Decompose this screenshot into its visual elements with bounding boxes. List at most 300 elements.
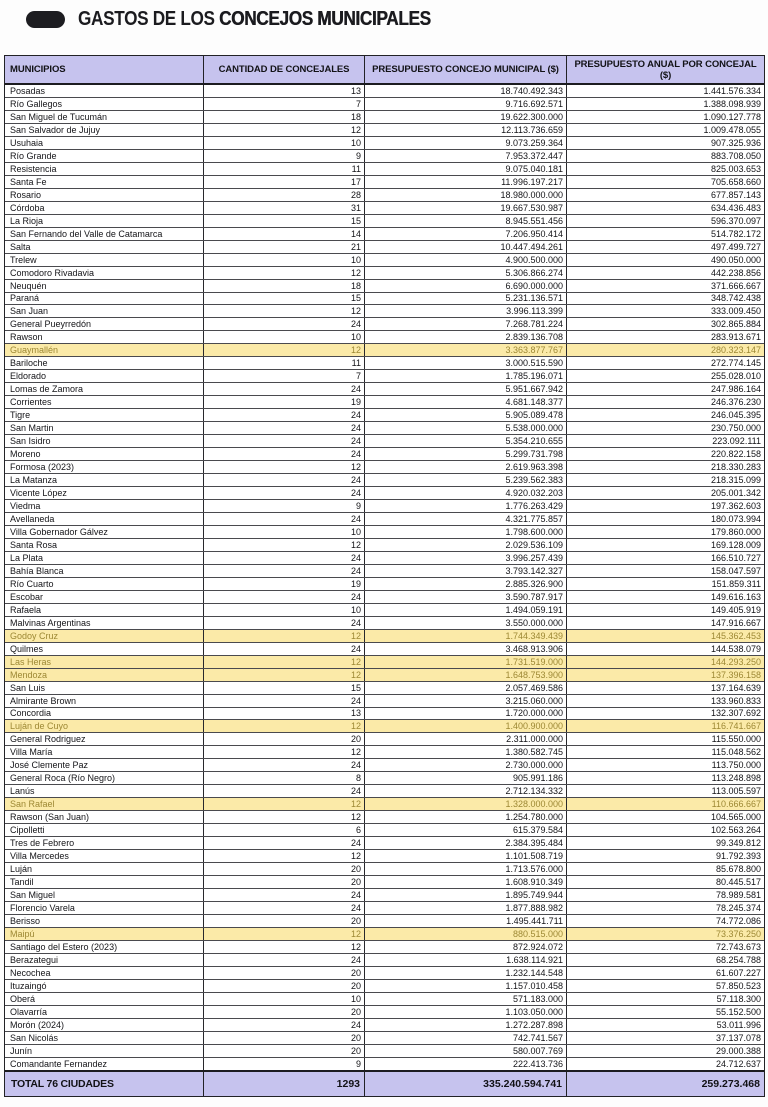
cell-municipio: Comodoro Rivadavia — [5, 267, 204, 279]
cell-concejales: 10 — [204, 604, 365, 616]
cell-anual-por-concejal: 144.293.250 — [710, 656, 761, 667]
title-pill-icon — [26, 11, 65, 28]
cell-presupuesto: 1.648.753.900 — [365, 669, 567, 681]
table-row — [5, 500, 764, 513]
cell-anual-por-concejal: 115.550.000 — [711, 734, 761, 745]
cell-municipio: Rawson (San Juan) — [5, 811, 204, 823]
cell-concejales: 12 — [204, 798, 365, 810]
table-row — [5, 202, 764, 215]
table-row — [5, 785, 764, 798]
cell-concejales: 24 — [204, 513, 365, 525]
cell-presupuesto: 2.057.469.586 — [365, 682, 567, 694]
cell-presupuesto: 18.740.492.343 — [365, 85, 567, 97]
cell-presupuesto: 19.667.530.987 — [365, 202, 567, 214]
cell-concejales: 20 — [204, 915, 365, 927]
cell-concejales: 17 — [204, 176, 365, 188]
cell-presupuesto: 4.900.500.000 — [365, 254, 567, 266]
table-row — [5, 293, 764, 306]
cell-presupuesto: 1.103.050.000 — [365, 1006, 567, 1018]
cell-anual-por-concejal: 180.073.994 — [710, 513, 761, 524]
table-header-row — [5, 56, 764, 85]
table-row — [5, 733, 764, 746]
table-row — [5, 526, 764, 539]
cell-presupuesto: 3.590.787.917 — [365, 591, 567, 603]
table-row — [5, 241, 764, 254]
cell-concejales: 6 — [204, 824, 365, 836]
cell-municipio: Godoy Cruz — [5, 630, 204, 642]
table-row — [5, 604, 764, 617]
cell-concejales: 9 — [204, 150, 365, 162]
cell-presupuesto: 3.550.000.000 — [365, 617, 567, 629]
cell-presupuesto: 9.716.692.571 — [365, 98, 567, 110]
cell-municipio: Olavarría — [5, 1006, 204, 1018]
cell-municipio: Posadas — [5, 85, 204, 97]
cell-municipio: Luján de Cuyo — [5, 720, 204, 732]
cell-presupuesto: 2.029.536.109 — [365, 539, 567, 551]
cell-concejales: 12 — [204, 461, 365, 473]
cell-presupuesto: 1.494.059.191 — [365, 604, 567, 616]
cell-municipio: San Miguel — [5, 889, 204, 901]
table-row — [5, 552, 764, 565]
cell-municipio: Malvinas Argentinas — [5, 617, 204, 629]
table-row — [5, 759, 764, 772]
table-row — [5, 111, 764, 124]
cell-anual-por-concejal: 1.388.098.939 — [703, 98, 761, 109]
cell-municipio: San Juan — [5, 305, 204, 317]
cell-concejales: 10 — [204, 526, 365, 538]
table-row — [5, 954, 764, 967]
cell-presupuesto: 1.720.000.000 — [365, 708, 567, 720]
table-row — [5, 215, 764, 228]
cell-anual-por-concejal: 147.916.667 — [710, 617, 761, 628]
cell-municipio: San Rafael — [5, 798, 204, 810]
table-row — [5, 578, 764, 591]
cell-municipio: Santa Rosa — [5, 539, 204, 551]
table-row — [5, 539, 764, 552]
cell-concejales: 24 — [204, 837, 365, 849]
cell-concejales: 21 — [204, 241, 365, 253]
cell-anual-por-concejal: 883.708.050 — [710, 150, 761, 161]
cell-presupuesto: 5.905.089.478 — [365, 409, 567, 421]
cell-municipio: Vicente López — [5, 487, 204, 499]
cell-concejales: 20 — [204, 980, 365, 992]
cell-anual-por-concejal: 137.396.158 — [710, 669, 761, 680]
cell-municipio: Villa Gobernador Gálvez — [5, 526, 204, 538]
table-row — [5, 1058, 764, 1070]
table-row — [5, 1032, 764, 1045]
cell-concejales: 24 — [204, 617, 365, 629]
cell-municipio: Tres de Febrero — [5, 837, 204, 849]
cell-presupuesto: 1.713.576.000 — [365, 863, 567, 875]
table-row — [5, 435, 764, 448]
cell-concejales: 10 — [204, 137, 365, 149]
cell-municipio: Río Cuarto — [5, 578, 204, 590]
cell-presupuesto: 8.945.551.456 — [365, 215, 567, 227]
total-por-concejal: 259.273.468 — [701, 1078, 760, 1090]
cell-concejales: 24 — [204, 591, 365, 603]
cell-anual-por-concejal: 246.045.395 — [710, 410, 761, 421]
cell-concejales: 13 — [204, 85, 365, 97]
cell-municipio: Viedma — [5, 500, 204, 512]
cell-presupuesto: 1.776.263.429 — [365, 500, 567, 512]
cell-municipio: Formosa (2023) — [5, 461, 204, 473]
cell-anual-por-concejal: 166.510.727 — [710, 552, 761, 563]
cell-concejales: 12 — [204, 539, 365, 551]
cell-municipio: Comandante Fernandez — [5, 1058, 204, 1070]
cell-anual-por-concejal: 283.913.671 — [710, 332, 761, 343]
table-row — [5, 980, 764, 993]
table-row — [5, 772, 764, 785]
cell-anual-por-concejal: 220.822.158 — [710, 449, 761, 460]
cell-municipio: La Rioja — [5, 215, 204, 227]
cell-presupuesto: 2.885.326.900 — [365, 578, 567, 590]
cell-municipio: Resistencia — [5, 163, 204, 175]
table-row — [5, 448, 764, 461]
table-row — [5, 837, 764, 850]
cell-municipio: Mendoza — [5, 669, 204, 681]
cell-presupuesto: 2.839.136.708 — [365, 331, 567, 343]
cell-anual-por-concejal: 74.772.086 — [715, 915, 761, 926]
cell-concejales: 12 — [204, 305, 365, 317]
cell-municipio: Bariloche — [5, 357, 204, 369]
header-cell-municipios: MUNICIPIOS — [5, 56, 204, 83]
page-title-bold: CONCEJOS MUNICIPALES — [218, 7, 431, 30]
cell-municipio: Las Heras — [5, 656, 204, 668]
cell-anual-por-concejal: 110.666.667 — [711, 799, 761, 810]
cell-municipio: San Luis — [5, 682, 204, 694]
cell-concejales: 10 — [204, 254, 365, 266]
cell-presupuesto: 5.538.000.000 — [365, 422, 567, 434]
cell-anual-por-concejal: 91.792.393 — [715, 851, 761, 862]
cell-municipio: San Isidro — [5, 435, 204, 447]
table-row — [5, 267, 764, 280]
table-row — [5, 396, 764, 409]
cell-municipio: La Matanza — [5, 474, 204, 486]
cell-anual-por-concejal: 102.563.264 — [710, 825, 761, 836]
cell-municipio: Cipolletti — [5, 824, 204, 836]
cell-municipio: Avellaneda — [5, 513, 204, 525]
cell-municipio: Morón (2024) — [5, 1019, 204, 1031]
table-row — [5, 189, 764, 202]
cell-municipio: Eldorado — [5, 370, 204, 382]
cell-concejales: 12 — [204, 656, 365, 668]
cell-presupuesto: 4.920.032.203 — [365, 487, 567, 499]
cell-presupuesto: 1.744.349.439 — [365, 630, 567, 642]
table-row — [5, 474, 764, 487]
cell-presupuesto: 3.996.113.399 — [365, 305, 567, 317]
cell-presupuesto: 9.075.040.181 — [365, 163, 567, 175]
cell-presupuesto: 1.608.910.349 — [365, 876, 567, 888]
cell-anual-por-concejal: 1.009.478.055 — [703, 124, 761, 135]
table-row — [5, 137, 764, 150]
cell-concejales: 13 — [204, 708, 365, 720]
table-row — [5, 1006, 764, 1019]
cell-municipio: Ituzaingó — [5, 980, 204, 992]
cell-municipio: Guaymallén — [5, 344, 204, 356]
cell-municipio: La Plata — [5, 552, 204, 564]
cell-anual-por-concejal: 53.011.996 — [716, 1019, 761, 1030]
table-row — [5, 928, 764, 941]
table-row — [5, 461, 764, 474]
cell-anual-por-concejal: 116.741.667 — [711, 721, 761, 732]
cell-anual-por-concejal: 78.245.374 — [715, 903, 761, 914]
table-row — [5, 280, 764, 293]
cell-municipio: Rafaela — [5, 604, 204, 616]
table-row — [5, 150, 764, 163]
cell-presupuesto: 1.254.780.000 — [365, 811, 567, 823]
cell-anual-por-concejal: 99.349.812 — [715, 838, 761, 849]
cell-presupuesto: 2.730.000.000 — [365, 759, 567, 771]
cell-concejales: 31 — [204, 202, 365, 214]
cell-concejales: 18 — [204, 111, 365, 123]
cell-presupuesto: 2.712.134.332 — [365, 785, 567, 797]
cell-anual-por-concejal: 634.436.483 — [710, 202, 761, 213]
cell-presupuesto: 571.183.000 — [365, 993, 567, 1005]
table-row — [5, 682, 764, 695]
cell-presupuesto: 2.619.963.398 — [365, 461, 567, 473]
cell-municipio: Santa Fe — [5, 176, 204, 188]
table-row — [5, 850, 764, 863]
cell-concejales: 12 — [204, 669, 365, 681]
cell-concejales: 20 — [204, 863, 365, 875]
cell-concejales: 12 — [204, 124, 365, 136]
cell-municipio: Almirante Brown — [5, 695, 204, 707]
table-row — [5, 630, 764, 643]
cell-concejales: 10 — [204, 993, 365, 1005]
cell-anual-por-concejal: 825.003.653 — [710, 163, 761, 174]
table-body — [5, 85, 764, 1070]
table-row — [5, 409, 764, 422]
cell-anual-por-concejal: 272.774.145 — [710, 358, 761, 369]
cell-municipio: General Pueyrredón — [5, 318, 204, 330]
cell-municipio: Rawson — [5, 331, 204, 343]
cell-presupuesto: 1.157.010.458 — [365, 980, 567, 992]
cell-concejales: 18 — [204, 280, 365, 292]
cell-presupuesto: 1.400.900.000 — [365, 720, 567, 732]
cell-presupuesto: 3.468.913.906 — [365, 643, 567, 655]
cell-presupuesto: 2.311.000.000 — [365, 733, 567, 745]
cell-presupuesto: 5.231.136.571 — [365, 293, 567, 305]
table-row — [5, 383, 764, 396]
table-row — [5, 798, 764, 811]
cell-presupuesto: 1.785.196.071 — [365, 370, 567, 382]
total-concejales: 1293 — [204, 1072, 365, 1096]
table-row — [5, 163, 764, 176]
cell-presupuesto: 9.073.259.364 — [365, 137, 567, 149]
table-row — [5, 98, 764, 111]
cell-presupuesto: 7.268.781.224 — [365, 318, 567, 330]
cell-anual-por-concejal: 133.960.833 — [710, 695, 761, 706]
table-row — [5, 357, 764, 370]
cell-concejales: 15 — [204, 682, 365, 694]
cell-concejales: 12 — [204, 811, 365, 823]
cell-concejales: 20 — [204, 1045, 365, 1057]
table-row — [5, 941, 764, 954]
cell-presupuesto: 7.206.950.414 — [365, 228, 567, 240]
cell-anual-por-concejal: 68.254.788 — [715, 954, 761, 965]
cell-anual-por-concejal: 24.712.637 — [715, 1058, 761, 1069]
cell-concejales: 24 — [204, 552, 365, 564]
cell-concejales: 11 — [204, 163, 365, 175]
cell-municipio: Rosario — [5, 189, 204, 201]
table-row — [5, 565, 764, 578]
cell-municipio: Salta — [5, 241, 204, 253]
cell-anual-por-concejal: 514.782.172 — [710, 228, 761, 239]
cell-presupuesto: 1.328.000.000 — [365, 798, 567, 810]
page-title — [78, 8, 431, 31]
cell-concejales: 8 — [204, 772, 365, 784]
page-title-regular: GASTOS DE LOS — [78, 7, 215, 30]
cell-anual-por-concejal: 144.538.079 — [710, 643, 761, 654]
cell-presupuesto: 18.980.000.000 — [365, 189, 567, 201]
table-row — [5, 254, 764, 267]
cell-municipio: Santiago del Estero (2023) — [5, 941, 204, 953]
cell-presupuesto: 12.113.736.659 — [365, 124, 567, 136]
cell-concejales: 19 — [204, 578, 365, 590]
cell-presupuesto: 3.996.257.439 — [365, 552, 567, 564]
cell-presupuesto: 3.363.877.767 — [365, 344, 567, 356]
cell-anual-por-concejal: 255.028.010 — [710, 371, 761, 382]
cell-concejales: 14 — [204, 228, 365, 240]
cell-anual-por-concejal: 677.857.143 — [710, 189, 761, 200]
table-row — [5, 695, 764, 708]
cell-municipio: Junín — [5, 1045, 204, 1057]
cell-municipio: Florencio Varela — [5, 902, 204, 914]
header-cell-presupuesto-concejo: PRESUPUESTO CONCEJO MUNICIPAL ($) — [365, 56, 567, 83]
cell-concejales: 24 — [204, 565, 365, 577]
cell-anual-por-concejal: 115.048.562 — [711, 747, 761, 758]
cell-concejales: 12 — [204, 720, 365, 732]
cell-municipio: Paraná — [5, 293, 204, 305]
cell-presupuesto: 3.215.060.000 — [365, 695, 567, 707]
table-row — [5, 344, 764, 357]
table-row — [5, 422, 764, 435]
cell-concejales: 10 — [204, 331, 365, 343]
cell-anual-por-concejal: 333.009.450 — [710, 306, 761, 317]
cell-anual-por-concejal: 179.860.000 — [710, 526, 761, 537]
cell-municipio: Neuquén — [5, 280, 204, 292]
cell-concejales: 24 — [204, 889, 365, 901]
cell-presupuesto: 2.384.395.484 — [365, 837, 567, 849]
cell-concejales: 24 — [204, 409, 365, 421]
cell-municipio: Luján — [5, 863, 204, 875]
cell-presupuesto: 1.101.508.719 — [365, 850, 567, 862]
cell-concejales: 19 — [204, 396, 365, 408]
cell-anual-por-concejal: 490.050.000 — [710, 254, 761, 265]
cell-concejales: 12 — [204, 344, 365, 356]
cell-anual-por-concejal: 151.859.311 — [711, 578, 761, 589]
cell-concejales: 15 — [204, 293, 365, 305]
cell-concejales: 20 — [204, 1032, 365, 1044]
table-row — [5, 863, 764, 876]
table-row — [5, 993, 764, 1006]
cell-concejales: 20 — [204, 1006, 365, 1018]
cell-municipio: Lomas de Zamora — [5, 383, 204, 395]
cell-concejales: 24 — [204, 422, 365, 434]
cell-presupuesto: 1.380.582.745 — [365, 746, 567, 758]
cell-anual-por-concejal: 348.742.438 — [710, 293, 761, 304]
cell-anual-por-concejal: 113.248.898 — [711, 773, 761, 784]
cell-presupuesto: 1.232.144.548 — [365, 967, 567, 979]
cell-municipio: Villa Mercedes — [5, 850, 204, 862]
cell-anual-por-concejal: 230.750.000 — [710, 423, 761, 434]
cell-anual-por-concejal: 145.362.453 — [710, 630, 761, 641]
cell-municipio: San Nicolás — [5, 1032, 204, 1044]
cell-presupuesto: 1.731.519.000 — [365, 656, 567, 668]
table-row — [5, 305, 764, 318]
cell-municipio: Río Grande — [5, 150, 204, 162]
cell-presupuesto: 5.239.562.383 — [365, 474, 567, 486]
cell-anual-por-concejal: 705.658.660 — [710, 176, 761, 187]
cell-presupuesto: 880.515.000 — [365, 928, 567, 940]
cell-presupuesto: 7.953.372.447 — [365, 150, 567, 162]
total-presupuesto: 335.240.594.741 — [365, 1072, 567, 1096]
cell-anual-por-concejal: 149.616.163 — [710, 591, 761, 602]
cell-concejales: 24 — [204, 383, 365, 395]
cell-presupuesto: 580.007.769 — [365, 1045, 567, 1057]
cell-anual-por-concejal: 442.238.856 — [710, 267, 761, 278]
cell-concejales: 24 — [204, 643, 365, 655]
cell-anual-por-concejal: 113.750.000 — [711, 760, 761, 771]
cell-concejales: 12 — [204, 630, 365, 642]
table-row — [5, 1045, 764, 1058]
cell-anual-por-concejal: 113.005.597 — [711, 786, 761, 797]
cell-anual-por-concejal: 1.441.576.334 — [703, 85, 761, 96]
cell-presupuesto: 1.495.441.711 — [365, 915, 567, 927]
cell-municipio: General Roca (Río Negro) — [5, 772, 204, 784]
table-row — [5, 720, 764, 733]
cell-anual-por-concejal: 73.376.250 — [715, 928, 761, 939]
cell-anual-por-concejal: 80.445.517 — [715, 877, 761, 888]
municipal-expenses-table — [4, 55, 765, 1097]
cell-municipio: Corrientes — [5, 396, 204, 408]
page-header — [26, 7, 488, 31]
cell-municipio: Lanús — [5, 785, 204, 797]
cell-concejales: 24 — [204, 1019, 365, 1031]
cell-anual-por-concejal: 246.376.230 — [710, 397, 761, 408]
table-row — [5, 876, 764, 889]
cell-concejales: 24 — [204, 785, 365, 797]
cell-anual-por-concejal: 223.092.111 — [712, 436, 761, 447]
cell-anual-por-concejal: 37.137.078 — [715, 1032, 761, 1043]
cell-anual-por-concejal: 85.678.800 — [715, 864, 761, 875]
header-cell-presupuesto-por-concejal: PRESUPUESTO ANUAL POR CONCEJAL ($) — [574, 58, 757, 81]
cell-presupuesto: 1.895.749.944 — [365, 889, 567, 901]
table-total-row — [5, 1070, 764, 1096]
cell-anual-por-concejal: 132.307.692 — [710, 708, 761, 719]
cell-anual-por-concejal: 1.090.127.778 — [703, 111, 761, 122]
cell-anual-por-concejal: 158.047.597 — [710, 565, 761, 576]
table-row — [5, 318, 764, 331]
cell-municipio: San Martin — [5, 422, 204, 434]
cell-concejales: 7 — [204, 98, 365, 110]
table-row — [5, 124, 764, 137]
cell-anual-por-concejal: 169.128.009 — [710, 539, 761, 550]
header-cell-cantidad-concejales: CANTIDAD DE CONCEJALES — [204, 56, 365, 83]
cell-municipio: Moreno — [5, 448, 204, 460]
cell-presupuesto: 5.299.731.798 — [365, 448, 567, 460]
cell-municipio: Río Gallegos — [5, 98, 204, 110]
cell-concejales: 24 — [204, 474, 365, 486]
cell-municipio: José Clemente Paz — [5, 759, 204, 771]
cell-anual-por-concejal: 218.315.099 — [710, 475, 761, 486]
cell-municipio: General Rodriguez — [5, 733, 204, 745]
cell-anual-por-concejal: 72.743.673 — [715, 941, 761, 952]
table-row — [5, 487, 764, 500]
table-row — [5, 824, 764, 837]
cell-presupuesto: 6.690.000.000 — [365, 280, 567, 292]
cell-anual-por-concejal: 907.325.936 — [710, 137, 761, 148]
